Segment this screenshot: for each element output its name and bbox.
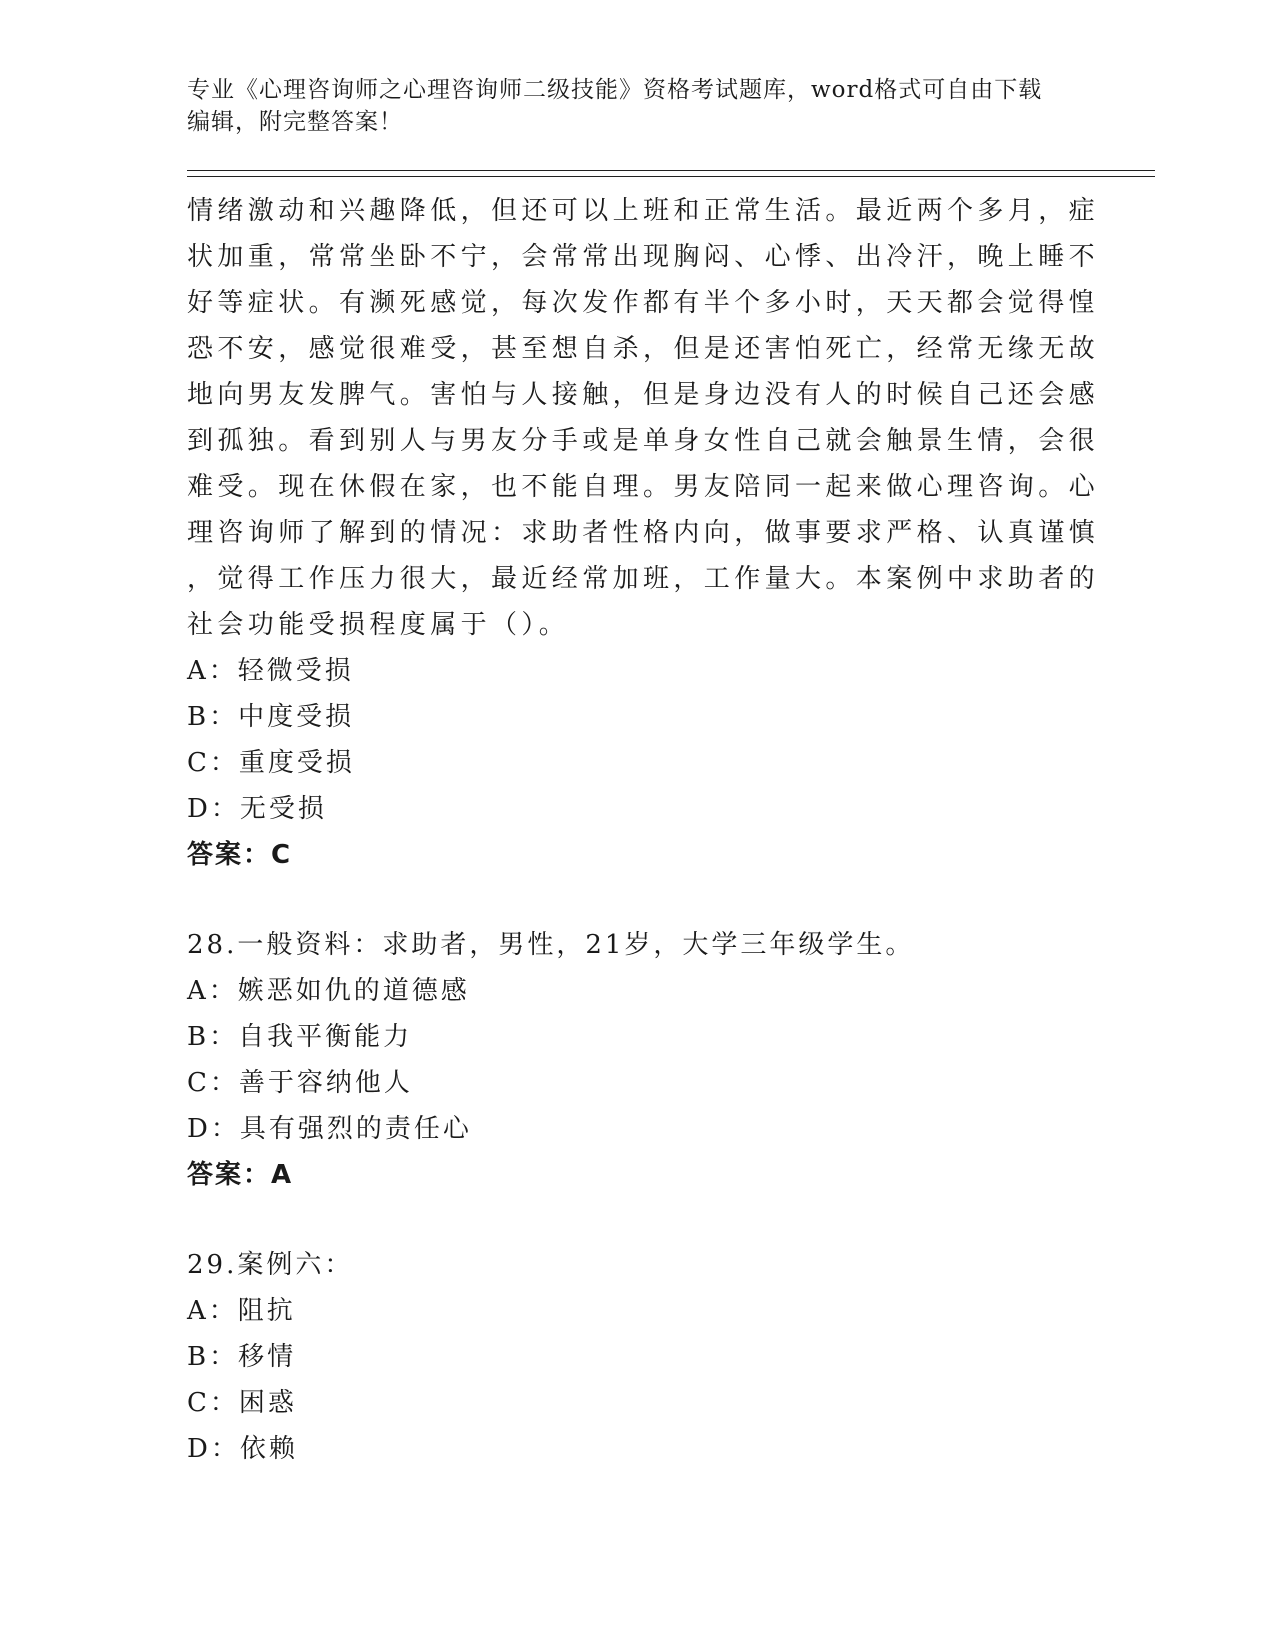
question-stem xyxy=(187,188,1100,648)
spacer xyxy=(187,878,1087,922)
option-d: D：具有强烈的责任心 xyxy=(187,1114,472,1144)
stem-line: 状加重，常常坐卧不宁，会常常出现胸闷、心悸、出冷汗，晚上睡不 xyxy=(187,242,1100,272)
option-a: A：阻抗 xyxy=(187,1296,296,1326)
option-a: A：轻微受损 xyxy=(187,656,354,686)
option-c: C：困惑 xyxy=(187,1388,297,1418)
option-b: B：自我平衡能力 xyxy=(187,1022,413,1052)
option-a: A：嫉恶如仇的道德感 xyxy=(187,976,470,1006)
option-b: B：中度受损 xyxy=(187,702,355,732)
stem-line: ，觉得工作压力很大，最近经常加班，工作量大。本案例中求助者的 xyxy=(187,564,1100,594)
answer-label: 答案：C xyxy=(187,840,293,870)
option-c: C：重度受损 xyxy=(187,748,355,778)
stem-line: 社会功能受损程度属于（）。 xyxy=(187,610,570,640)
stem-line: 情绪激动和兴趣降低，但还可以上班和正常生活。最近两个多月，症 xyxy=(187,196,1100,226)
stem-line: 难受。现在休假在家，也不能自理。男友陪同一起来做心理咨询。心 xyxy=(187,472,1100,502)
question-29 xyxy=(187,1242,1087,1472)
option-c: C：善于容纳他人 xyxy=(187,1068,413,1098)
stem-line: 理咨询师了解到的情况：求助者性格内向，做事要求严格、认真谨慎 xyxy=(187,518,1100,548)
option-d: D：无受损 xyxy=(187,794,327,824)
stem-line: 地向男友发脾气。害怕与人接触，但是身边没有人的时候自己还会感 xyxy=(187,380,1100,410)
stem-line: 到孤独。看到别人与男友分手或是单身女性自己就会触景生情，会很 xyxy=(187,426,1100,456)
header-rule-bottom xyxy=(187,176,1155,177)
header-line-2: 编辑，附完整答案！ xyxy=(187,109,403,135)
question-title: 29.案例六： xyxy=(187,1250,354,1280)
question-28 xyxy=(187,922,1087,1198)
stem-line: 恐不安，感觉很难受，甚至想自杀，但是还害怕死亡，经常无缘无故 xyxy=(187,334,1100,364)
header-line-1: 专业《心理咨询师之心理咨询师二级技能》资格考试题库，word格式可自由下载 xyxy=(187,77,1043,103)
option-b: B：移情 xyxy=(187,1342,297,1372)
spacer xyxy=(187,1198,1087,1242)
option-d: D：依赖 xyxy=(187,1434,298,1464)
document-body xyxy=(187,188,1100,1472)
question-27 xyxy=(187,188,1100,878)
document-header xyxy=(187,74,1087,138)
answer-label: 答案：A xyxy=(187,1160,294,1190)
question-title: 28.一般资料：求助者，男性，21岁，大学三年级学生。 xyxy=(187,930,915,960)
header-rule-top xyxy=(187,170,1155,171)
stem-line: 好等症状。有濒死感觉，每次发作都有半个多小时，天天都会觉得惶 xyxy=(187,288,1100,318)
